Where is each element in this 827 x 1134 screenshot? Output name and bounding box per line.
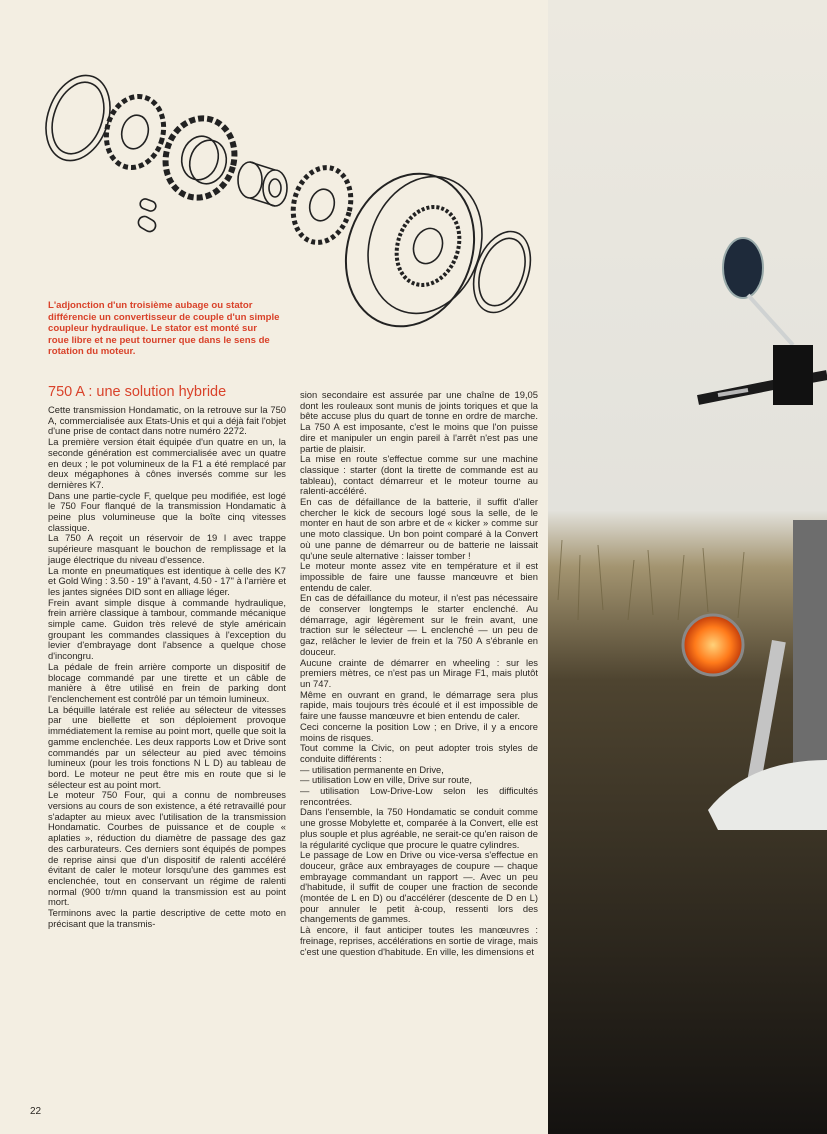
turn-signal-icon xyxy=(683,615,743,675)
paragraph: — utilisation Low-Drive-Low selon les difficultés rencontrées. xyxy=(300,785,538,807)
paragraph: La première version était équipée d'un quatre en un, la seconde génération est commercialisée avec un quatre en deux ; le pot volumineux de la F1 a été remplacé par deux mégaphones à cônes inversés comme sur les dernières K7. xyxy=(48,436,286,490)
article-column-1 xyxy=(48,405,286,929)
figure-caption: L'adjonction d'un troisième aubage ou stator différencie un convertisseur de couple d'un simple coupleur hydraulique. Le stator est monté sur roue libre et ne peut tourner que dans le sens de rotation du moteur. xyxy=(48,300,280,358)
paragraph: Tout comme la Civic, on peut adopter trois styles de conduite différents : xyxy=(300,742,538,764)
stator-icon xyxy=(285,161,359,249)
paragraph: — utilisation Low en ville, Drive sur route, xyxy=(300,774,472,786)
pin-icon xyxy=(136,198,158,234)
paragraph: Terminons avec la partie descriptive de cette moto en précisant que la transmis- xyxy=(48,907,286,929)
paragraph: Le moteur 750 Four, qui a connu de nombreuses versions au cours de son existence, a été retravaillé pour s'adapter au mieux avec l'utilisation de la transmission Hondamatic. Courbes de puissance et de couple « aplaties », réduction du diamètre de passage des gaz des carburateurs. Ces derniers sont équipés de pompes de reprise ainsi que d'un dispositif de ralenti accéléré évitant de caler le moteur lorsqu'une des gammes est enclenchée, tout en conservant un régime de ralenti normal (900 tr/mn quand la transmission est au point mort. xyxy=(48,789,286,908)
paragraph: La mise en route s'effectue comme sur une machine classique : starter (dont la tirette de commande est au tableau), contact démarreur et le moteur tourne au ralenti-accéléré. xyxy=(300,453,538,497)
article-heading: 750 A : une solution hybride xyxy=(48,384,227,400)
paragraph: Cette transmission Hondamatic, on la retrouve sur la 750 A, commercialisée aux Etats-Unis et qui a déjà fait l'objet d'une prise de contact dans notre numéro 2272. xyxy=(48,404,286,437)
paragraph: En cas de défaillance de la batterie, il suffit d'aller chercher le kick de secours logé sous la selle, de le monter en haut de son arbre et de « kicker » comme sur une moto classique. Un bon point comparé à la Convert où une panne de démarreur ou de batterie ne laissait qu'une seule alternative : laisser tomber ! xyxy=(300,496,538,561)
paragraph: La pédale de frein arrière comporte un dispositif de blocage commandé par une tirette et un câble de manière à être utilisé en frein de parking dont l'enclenchement est contrôlé par un témoin lumineux. xyxy=(48,660,286,704)
bushing-icon xyxy=(238,162,287,206)
paragraph: Dans l'ensemble, la 750 Hondamatic se conduit comme une grosse Mobylette et, comparée à la Convert, elle est plus souple et plus agréable, ne serait-ce qu'en raison de la régularité cyclique que procure le quatre cylindres. xyxy=(300,806,538,850)
paragraph: Ceci concerne la position Low ; en Drive, il y a encore moins de risques. xyxy=(300,720,538,743)
paragraph: Dans une partie-cycle F, quelque peu modifiée, est logé le 750 Four flanqué de la transmission Hondamatic à peine plus volumineuse que la boîte cinq vitesses classique. xyxy=(48,489,286,533)
paragraph: La béquille latérale est reliée au sélecteur de vitesses par une biellette et son déploiement provoque immédiatement la remise au point mort, quelle que soit la gamme enclenchée. Les deux rapports Low et Drive sont commandés par un sélecteur au pied avec témoins lumineux (pour les trois fonctions N L D) au tableau de bord. Le moteur ne peut être mis en route que si le sélecteur est au point mort. xyxy=(48,703,286,790)
gear-large-icon xyxy=(157,111,243,206)
paragraph: La 750 A reçoit un réservoir de 19 l avec trappe supérieure masquant le bouchon de remplissage et la jauge électrique du niveau d'essence. xyxy=(48,532,286,565)
paragraph: — utilisation permanente en Drive, xyxy=(300,763,444,775)
article-column-2 xyxy=(300,390,538,957)
paragraph: Frein avant simple disque à commande hydraulique, frein arrière classique à tambour, commande mécanique simple came. Guidon très relevé de style américain groupant les commandes classiques à l'exception du levier d'embrayage dont l'absence a quelque chose d'incongru. xyxy=(48,596,286,662)
page-number: 22 xyxy=(30,1106,42,1117)
paragraph: Même en ouvrant en grand, le démarrage sera plus rapide, mais toujours très écoulé et il est impossible de faire une fausse manœuvre et bien entendu de caler. xyxy=(300,688,538,722)
paragraph: Aucune crainte de démarrer en wheeling : sur les premiers mètres, ce n'est pas un Mirage F1, mais plutôt un 747. xyxy=(300,656,538,689)
motorcycle-photo xyxy=(548,0,827,1134)
paragraph: La monte en pneumatiques est identique à celle des K7 et Gold Wing : 3.50 - 19" à l'avant, 4.50 - 17" à l'arrière et les jantes signées DID sont en alliage léger. xyxy=(48,564,286,597)
turbine-housing-icon xyxy=(325,155,501,330)
paragraph: Le passage de Low en Drive ou vice-versa s'effectue en douceur, grâce aux embrayages de coupure — chaque embrayage commandant un rapport —. Avec un peu d'habitude, il suffit de couper une fraction de seconde (montée de L en D) ou d'accélérer (descente de D en L) pour annuler le petit à-coup, ressenti lors des changements de gammes. xyxy=(300,849,538,925)
torque-converter-exploded-diagram xyxy=(40,60,540,330)
paragraph: Là encore, il faut anticiper toutes les manœuvres : freinage, reprises, accélérations en sortie de virage, mais c'est une question d'habitude. En ville, les dimensions et xyxy=(300,924,538,957)
paragraph: sion secondaire est assurée par une chaîne de 19,05 dont les rouleaux sont munis de joints toriques et que la bête accuse plus du quart de tonne en ordre de marche. La 750 A est imposante, c'est le moins que l'on puisse dire et manipuler un engin pareil à l'arrêt n'est pas une partie de plaisir. xyxy=(300,389,538,454)
paragraph: Le moteur monte assez vite en température et il est impossible de faire une fausse manœuvre et bien entendu de caler. xyxy=(300,560,538,593)
paragraph: En cas de défaillance du moteur, il n'est pas nécessaire de conserver longtemps le starter enclenché. Au démarrage, agir légèrement sur le frein avant, une traction sur le sélecteur — L enclenché — un peu de gaz, relâcher le levier de frein et la 750 A s'ébranle en douceur. xyxy=(300,592,538,657)
